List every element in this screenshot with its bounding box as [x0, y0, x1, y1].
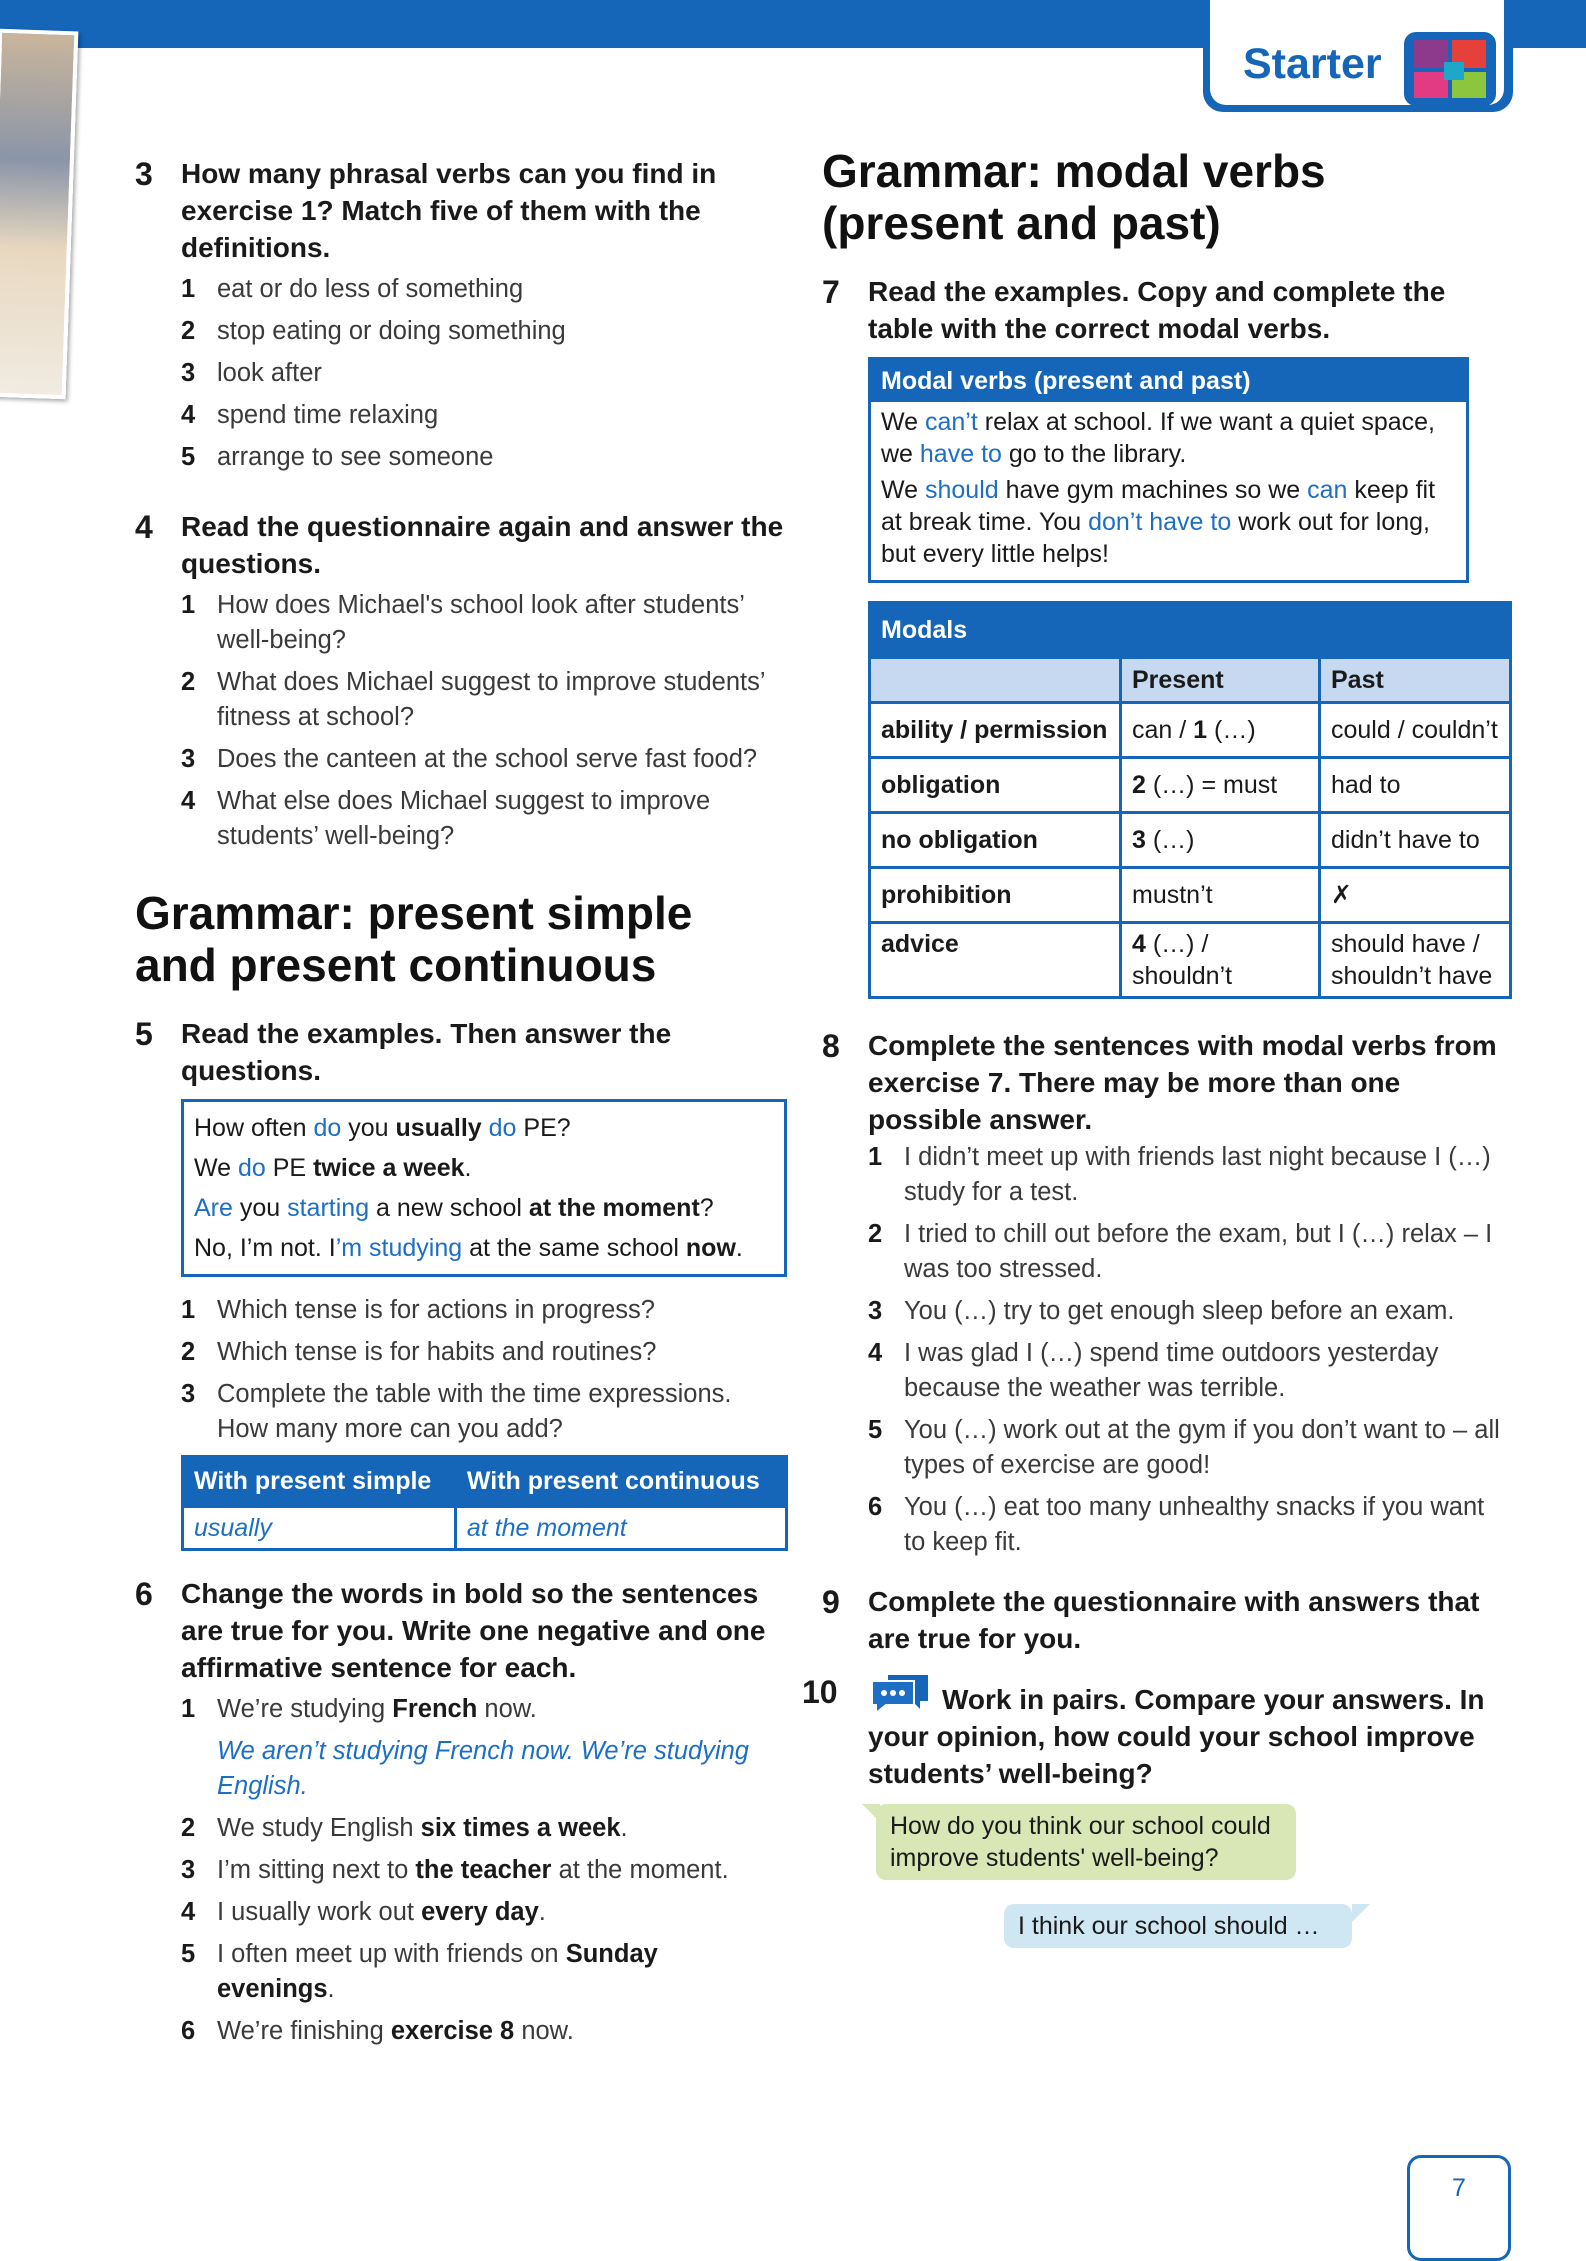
page-number: 7	[1407, 2155, 1511, 2261]
table-caption: Modals	[870, 603, 1511, 658]
list-item: 2 I tried to chill out before the exam, but I (…) relax – I was too stressed.	[868, 1220, 1493, 1283]
list-item: 3 look after	[181, 359, 322, 387]
list-item: 6 We’re finishing exercise 8 now.	[181, 2017, 574, 2045]
list-item: 3 Does the canteen at the school serve fast food?	[181, 745, 758, 773]
table-header: Present	[1121, 658, 1320, 703]
speech-bubble: I think our school should …	[1004, 1904, 1352, 1948]
exercise-instruction: Work in pairs. Compare your answers. In your opinion, how could your school improve students’ well-being?	[868, 1673, 1512, 1792]
list-item: 6 You (…) eat too many unhealthy snacks if you want to keep fit.	[868, 1493, 1485, 1556]
exercise-instruction: Read the examples. Copy and complete the table with the correct modal verbs.	[868, 276, 1446, 344]
table-header: With present simple	[183, 1457, 456, 1507]
examples-box: Modal verbs (present and past) We can’t relax at school. If we want a quiet space, we have to go to the library. We should have gym machines so we can keep fit at break time. You don’t have to work out for long, but every little helps!	[868, 357, 1469, 583]
examples-box: How often do you usually do PE? We do PE twice a week. Are you starting a new school at the moment? No, I’m not. I’m studying at the same school now.	[181, 1099, 787, 1277]
time-expressions-table	[181, 1455, 788, 1551]
list-item: 1 I didn’t meet up with friends last night because I (…) study for a test.	[868, 1143, 1491, 1206]
table-row: prohibition mustn’t ✗	[870, 868, 1511, 923]
modals-table	[868, 601, 1512, 999]
exercise-4	[135, 508, 785, 861]
exercise-number: 5	[135, 1016, 153, 1052]
exercise-instruction: Complete the questionnaire with answers that are true for you.	[868, 1586, 1480, 1654]
exercise-number: 4	[135, 509, 153, 545]
table-cell: usually	[183, 1507, 456, 1550]
exercise-instruction: Change the words in bold so the sentences are true for you. Write one negative and one affirmative sentence for each.	[181, 1578, 766, 1683]
right-column	[802, 145, 1512, 1958]
exercise-instruction: How many phrasal verbs can you find in exercise 1? Match five of them with the definitions.	[181, 158, 717, 263]
list-item: 1 How does Michael's school look after students’ well-being?	[181, 591, 744, 654]
list-item: 3 Complete the table with the time expressions. How many more can you add?	[181, 1380, 732, 1443]
speech-bubble: How do you think our school could improve students' well-being?	[876, 1804, 1296, 1880]
table-row: no obligation 3 (…) didn’t have to	[870, 813, 1511, 868]
list-item: 1 eat or do less of something	[181, 275, 524, 303]
exercise-number: 6	[135, 1576, 153, 1612]
exercise-5	[135, 1015, 785, 1551]
table-row: obligation 2 (…) = must had to	[870, 758, 1511, 813]
list-item: 4 spend time relaxing	[181, 401, 439, 429]
exercise-number: 10	[802, 1674, 838, 1710]
list-item: 3 I’m sitting next to the teacher at the moment.	[181, 1856, 729, 1884]
exercise-instruction: Complete the sentences with modal verbs from exercise 7. There may be more than one possible answer.	[868, 1030, 1497, 1135]
list-item: 4 I usually work out every day.	[181, 1898, 546, 1926]
exercise-number: 3	[135, 156, 153, 192]
example-answer: We aren’t studying French now. We’re studying English.	[217, 1737, 749, 1800]
list-item: 2 We study English six times a week.	[181, 1814, 628, 1842]
section-label: Starter	[1243, 40, 1382, 88]
list-item: 2 stop eating or doing something	[181, 317, 566, 345]
exercise-instruction: Read the questionnaire again and answer the questions.	[181, 511, 784, 579]
list-item: 2 What does Michael suggest to improve students’ fitness at school?	[181, 668, 765, 731]
speech-bubble-icon	[868, 1673, 932, 1717]
exercise-6	[135, 1575, 785, 2056]
list-item: 4 What else does Michael suggest to improve students’ well-being?	[181, 787, 711, 850]
list-item: 2 Which tense is for habits and routines?	[181, 1338, 657, 1366]
list-item: 5 You (…) work out at the gym if you don’t want to – all types of exercise are good!	[868, 1416, 1500, 1479]
table-header	[870, 658, 1121, 703]
exercise-instruction: Read the examples. Then answer the questions.	[181, 1018, 672, 1086]
section-heading: Grammar: present simple and present continuous	[135, 887, 693, 991]
exercise-7	[822, 273, 1512, 999]
exercise-8	[822, 1027, 1512, 1567]
list-item: 3 You (…) try to get enough sleep before an exam.	[868, 1297, 1455, 1325]
section-heading: Grammar: modal verbs (present and past)	[822, 145, 1326, 249]
list-item: 5 I often meet up with friends on Sunday evenings.	[181, 1940, 658, 2003]
student-photo	[0, 29, 78, 400]
exercise-number: 8	[822, 1028, 840, 1064]
left-column	[135, 155, 785, 2066]
exercise-number: 7	[822, 274, 840, 310]
table-header: Past	[1320, 658, 1511, 703]
list-item: 5 arrange to see someone	[181, 443, 494, 471]
exercise-10	[802, 1673, 1512, 1948]
table-row: advice 4 (…) / shouldn’t should have / shouldn’t have	[870, 923, 1511, 998]
table-cell: at the moment	[455, 1507, 786, 1550]
table-row: ability / permission can / 1 (…) could / couldn’t	[870, 703, 1511, 758]
exercise-9	[822, 1583, 1512, 1657]
exercise-number: 9	[822, 1584, 840, 1620]
list-item: 1 Which tense is for actions in progress?	[181, 1296, 655, 1324]
list-item: 4 I was glad I (…) spend time outdoors yesterday because the weather was terrible.	[868, 1339, 1439, 1402]
table-header: With present continuous	[455, 1457, 786, 1507]
list-item: 1 We’re studying French now.	[181, 1695, 537, 1723]
exercise-3	[135, 155, 785, 482]
box-heading: Modal verbs (present and past)	[871, 360, 1466, 402]
starter-logo-icon	[1404, 32, 1496, 106]
